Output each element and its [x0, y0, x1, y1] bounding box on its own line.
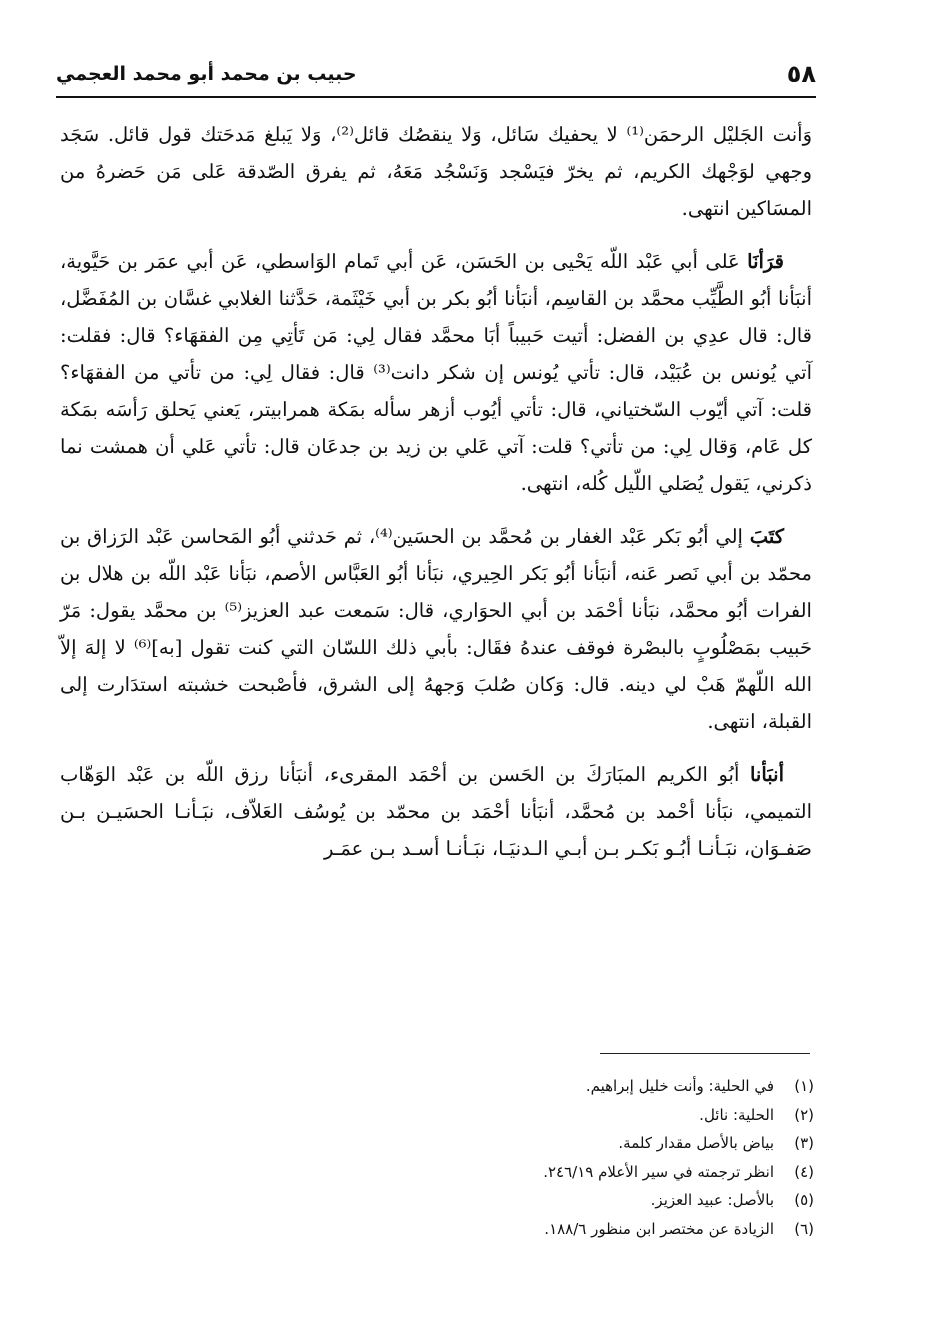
footnote-text: بياض بالأصل مقدار كلمة. — [618, 1134, 774, 1152]
footnote-2 — [314, 1101, 814, 1130]
running-title: حبيب بن محمد أبو محمد العجمي — [56, 63, 357, 85]
paragraph-3-text: إلي أبُو بَكر عَبْد الغفار بن مُحمَّد بن الحسَين⁽⁴⁾، ثم حَدثني أبُو المَحاسن عَبْد الرَزاق بن محمّد بن أبي نَصر عَنه، أنبَأنا أبُو بَكر الحِيري، نبَأنا أبُو العَبَّاس الأصم، نبَأنا عَبْد اللّه بن هلال بن الفرات أبُو محمَّد، نبَأنا أحْمَد بن أبي الحوَاري، قال: سَمعت عبد العزيز⁽⁵⁾ بن محمَّد يقول: مَرّ حَبيب بمَصْلُوبٍ بالبصْرة فوقف عندهُ فقَال: بأبي ذلك اللسّان التي كنت تقول [به]⁽⁶⁾ لا إلهَ إلاّ الله اللّهمّ هَبْ لي دينه. قال: وَكان صُلبَ وَجههُ إلى الشرق، فأصْبحت خشبته استدَارت إلى القبلة، انتهى. — [60, 525, 812, 733]
footnote-number: (٦) — [794, 1219, 814, 1238]
footnote-text: الزيادة عن مختصر ابن منظور ١٨٨/٦. — [544, 1219, 774, 1238]
page-number: ٥٨ — [786, 60, 816, 88]
footnote-number: (٤) — [794, 1162, 814, 1181]
paragraph-4-text: أبُو الكريم المبَارَكَ بن الحَسن بن أحْمَد المقرىء، أنبَأنا رزق اللّه بن عَبْد الوَهّاب التميمي، نبَأنا أحْمد بن مُحمَّد، أنبَأنا أحْمَد بن محمّد بن يُوسُف العَلاّف، نبَـأنـا الحسَيـن بـن صَفـوَان، نبَـأنـا أبُـو بَكـر بـن أبـي الـدنيَـا، نبَـأنـا أسـد بـن عمَـر — [60, 763, 812, 860]
page-header — [56, 52, 816, 96]
footnote-text: انظر ترجمته في سير الأعلام ٢٤٦/١٩. — [543, 1162, 774, 1181]
footnote-number: (١) — [794, 1077, 814, 1095]
paragraph-3 — [60, 518, 812, 740]
header-rule — [56, 96, 816, 98]
footnote-5 — [314, 1186, 814, 1215]
paragraph-2 — [60, 243, 812, 502]
footnote-3 — [314, 1129, 814, 1158]
footnote-text: بالأصل: عبيد العزيز. — [650, 1191, 774, 1209]
footnote-number: (٥) — [794, 1191, 814, 1209]
footnote-number: (٣) — [794, 1134, 814, 1152]
footnote-text: في الحلية: وأنت خليل إبراهيم. — [585, 1077, 774, 1095]
paragraph-2-lead-word: قرَأنَا — [747, 250, 785, 273]
footnote-number: (٢) — [794, 1105, 814, 1124]
main-text — [60, 116, 812, 883]
paragraph-3-lead-word: كتَبَ — [749, 525, 785, 548]
footnote-text: الحلية: نائل. — [699, 1105, 774, 1124]
footnote-6 — [314, 1215, 814, 1244]
footnote-separator — [600, 1053, 810, 1054]
footnote-4 — [314, 1158, 814, 1187]
footnote-1 — [314, 1072, 814, 1101]
paragraph-2-text: عَلى أبي عَبْد اللّه يَحْيى بن الحَسَن، عَن أبي تَمام الوَاسطي، عَن أبي عمَر بن حَيَّوية، أنبَأنا أبُو الطَّيِّب محمَّد بن القاسِم، أنبَأنا أبُو بكر بن أبي خَيْثَمة، حَدَّثنا الغلابي غسَّان بن المُفَضَّل، قال: قال عدِي بن الفضل: أتيت حَبيباً أبَا محمَّد فقال لِي: مَن تَأتِي مِن الفقهَاء؟ قال: فقلت: آتي يُونس بن عُبَيْد، قال: تأتي يُونس إن شكر دانت⁽³⁾ قال: فقال لِي: من تأتي من الفقهَاء؟ قلت: آتي أيّوب السّختياني، قال: تأتي أيُوب أزهر سأله بمَكة همرابيتر، يَعني يَحلق رَأسَه بمَكة كل عَام، وَقال لِي: من تأتي؟ قلت: آتي عَلي بن زيد بن جدعَان قال: تأتي عَلي أن همشت نما ذكرني، يَقول يُصَلي اللّيل كُله، انتهى. — [60, 250, 812, 495]
paragraph-1: وَأنت الجَليْل الرحمَن⁽¹⁾ لا يحفيك سَائل، وَلا ينقصُك قائل⁽²⁾، وَلا يَبلغ مَدحَتك قول قائل. سَجَد وجهي لوَجْهك الكريم، ثم يخرّ فيَسْجد وَنَسْجُد مَعَهُ، ثم يفرق الصّدقة عَلى مَن حَضرهُ من المسَاكين انتهى. — [60, 123, 812, 220]
footnotes-list — [314, 1072, 814, 1243]
paragraph-4-lead-word: أنبَأنا — [749, 763, 784, 786]
paragraph-4 — [60, 756, 812, 867]
